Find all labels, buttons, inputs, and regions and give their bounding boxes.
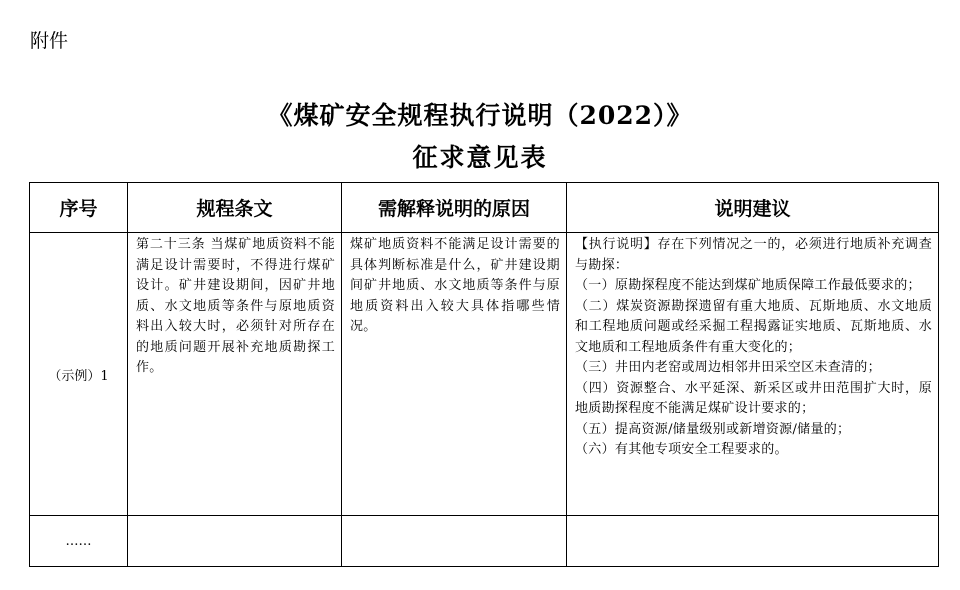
row-number: （示例）1 — [30, 233, 128, 516]
document-subtitle: 征求意见表 — [412, 143, 548, 172]
feedback-table — [29, 182, 939, 567]
reason-text — [342, 516, 567, 567]
suggestion-line: （三）井田内老窑或周边相邻井田采空区未查清的； — [575, 360, 881, 375]
article-text — [128, 516, 342, 567]
row-number: …… — [30, 516, 128, 567]
header-number: 序号 — [30, 183, 128, 233]
suggestion-line: （二）煤炭资源勘探遗留有重大地质、瓦斯地质、水文地质和工程地质问题或经采掘工程揭露证实地质、瓦斯地质、水文地质和工程地质条件有重大变化的； — [575, 298, 932, 355]
suggestion-line: （六）有其他专项安全工程要求的。 — [575, 442, 788, 457]
table-header-row — [30, 183, 939, 233]
suggestion-cell — [567, 516, 939, 567]
article-text: 第二十三条 当煤矿地质资料不能满足设计需要时，不得进行煤矿设计。矿井建设期间，因矿井地质、水文地质等条件与原地质资料出入较大时，必须针对所存在的地质问题开展补充地质勘探工作。 — [128, 233, 342, 516]
header-suggestion: 说明建议 — [567, 183, 939, 233]
document-title: 《煤矿安全规程执行说明（2022）》 — [267, 101, 693, 130]
suggestion-line: （四）资源整合、水平延深、新采区或井田范围扩大时，原地质勘探程度不能满足煤矿设计要求的； — [575, 380, 932, 416]
suggestion-line: （五）提高资源/储量级别或新增资源/储量的； — [575, 421, 851, 437]
attachment-label: 附件 — [30, 30, 69, 52]
header-reason: 需解释说明的原因 — [342, 183, 567, 233]
table-row — [30, 516, 939, 567]
suggestion-cell — [567, 233, 939, 516]
reason-text: 煤矿地质资料不能满足设计需要的具体判断标准是什么，矿井建设期间矿井地质、水文地质等条件与原地质资料出入较大具体指哪些情况。 — [342, 233, 567, 516]
suggestion-line: （一）原勘探程度不能达到煤矿地质保障工作最低要求的； — [575, 278, 921, 293]
suggestion-line: 【执行说明】存在下列情况之一的，必须进行地质补充调查与勘探： — [575, 237, 932, 273]
table-row — [30, 233, 939, 516]
header-article: 规程条文 — [128, 183, 342, 233]
